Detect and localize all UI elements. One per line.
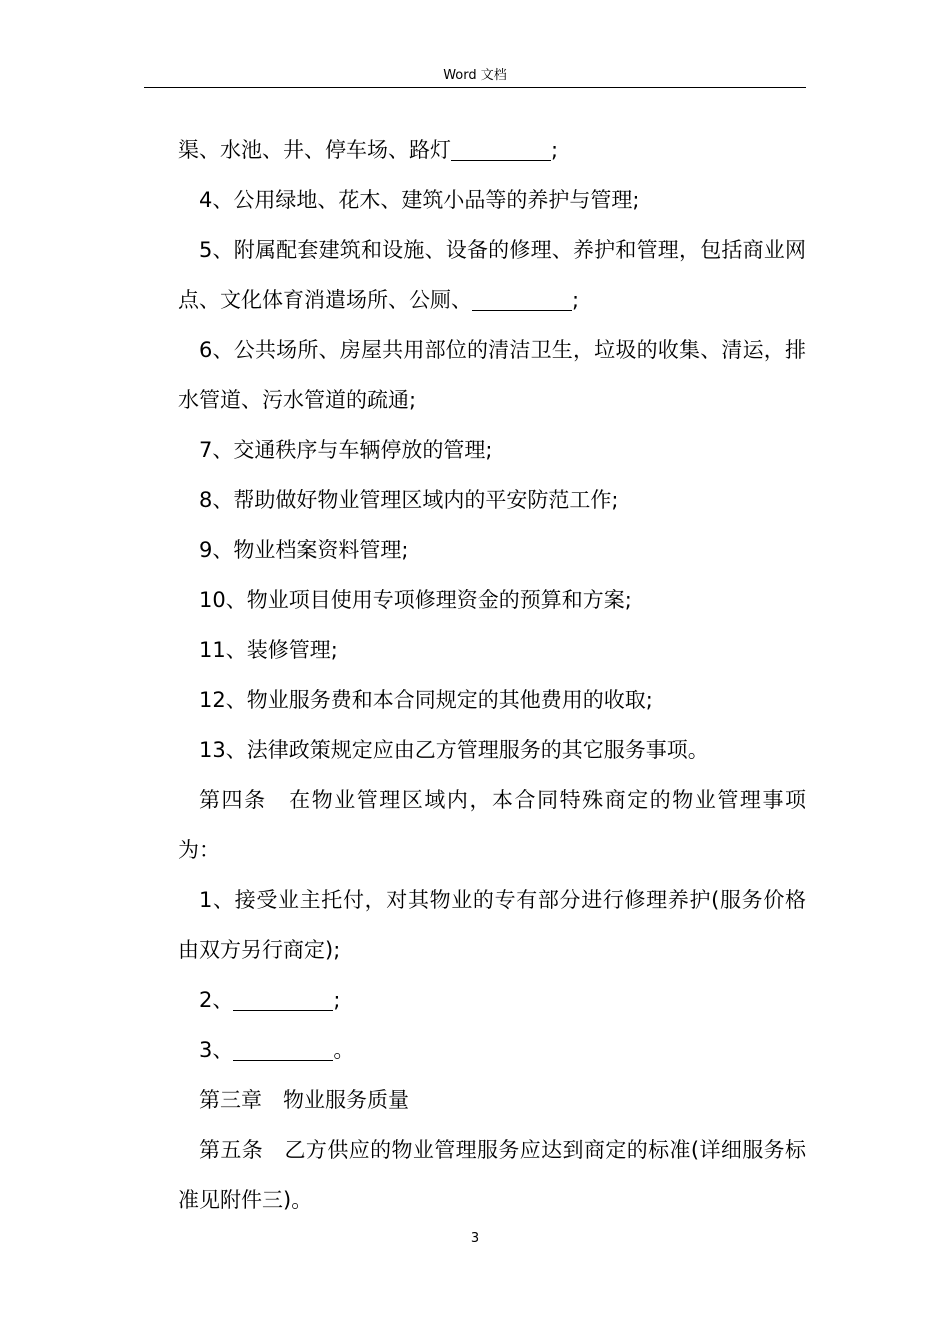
- paragraph-text: 7、交通秩序与车辆停放的管理;: [199, 438, 493, 462]
- paragraph: [178, 475, 806, 525]
- paragraph: [178, 975, 806, 1025]
- fill-in-blank: [451, 138, 551, 161]
- paragraph: [178, 775, 806, 875]
- paragraph-text: 10、物业项目使用专项修理资金的预算和方案;: [199, 588, 632, 612]
- paragraph: [178, 1025, 806, 1075]
- paragraph-text: 6、公共场所、房屋共用部位的清洁卫生，垃圾的收集、清运，排水管道、污水管道的疏通;: [178, 338, 806, 412]
- paragraph: [178, 575, 806, 625]
- paragraph-punctuation: ;: [572, 288, 580, 312]
- page-number: 3: [470, 1231, 480, 1246]
- paragraph-text: 渠、水池、井、停车场、路灯: [178, 138, 451, 162]
- paragraph: [178, 725, 806, 775]
- paragraph-text: 11、装修管理;: [199, 638, 338, 662]
- paragraph: [178, 1075, 806, 1125]
- header-rule: [144, 87, 806, 88]
- page-header: Word 文档: [443, 68, 507, 83]
- paragraph-text: 1、接受业主托付，对其物业的专有部分进行修理养护(服务价格由双方另行商定);: [178, 888, 806, 962]
- paragraph-text: 9、物业档案资料管理;: [199, 538, 409, 562]
- paragraph: [178, 175, 806, 225]
- paragraph: [178, 125, 806, 175]
- paragraph: [178, 425, 806, 475]
- paragraph-text: 第四条 在物业管理区域内，本合同特殊商定的物业管理事项为：: [178, 788, 806, 862]
- paragraph-text: 第五条 乙方供应的物业管理服务应达到商定的标准(详细服务标准见附件三)。: [178, 1138, 806, 1212]
- fill-in-blank: [233, 1038, 333, 1061]
- paragraph-text: 4、公用绿地、花木、建筑小品等的养护与管理;: [199, 188, 640, 212]
- paragraph: [178, 875, 806, 975]
- paragraph-text: 2、: [199, 988, 234, 1012]
- paragraph-punctuation: ;: [333, 988, 341, 1012]
- paragraph-text: 5、附属配套建筑和设施、设备的修理、养护和管理，包括商业网点、文化体育消遣场所、公厕、: [178, 238, 806, 312]
- paragraph-punctuation: ;: [551, 138, 559, 162]
- paragraph-text: 第三章 物业服务质量: [199, 1088, 409, 1112]
- fill-in-blank: [472, 288, 572, 311]
- fill-in-blank: [233, 988, 333, 1011]
- paragraph-text: 3、: [199, 1038, 234, 1062]
- paragraph-punctuation: 。: [333, 1038, 355, 1062]
- paragraph: [178, 675, 806, 725]
- paragraph: [178, 625, 806, 675]
- paragraph: [178, 525, 806, 575]
- paragraph: [178, 325, 806, 425]
- paragraph: [178, 225, 806, 325]
- paragraph-text: 8、帮助做好物业管理区域内的平安防范工作;: [199, 488, 619, 512]
- paragraph-text: 12、物业服务费和本合同规定的其他费用的收取;: [199, 688, 653, 712]
- paragraph: [178, 1125, 806, 1225]
- paragraph-text: 13、法律政策规定应由乙方管理服务的其它服务事项。: [199, 738, 709, 762]
- document-body: [178, 125, 806, 1225]
